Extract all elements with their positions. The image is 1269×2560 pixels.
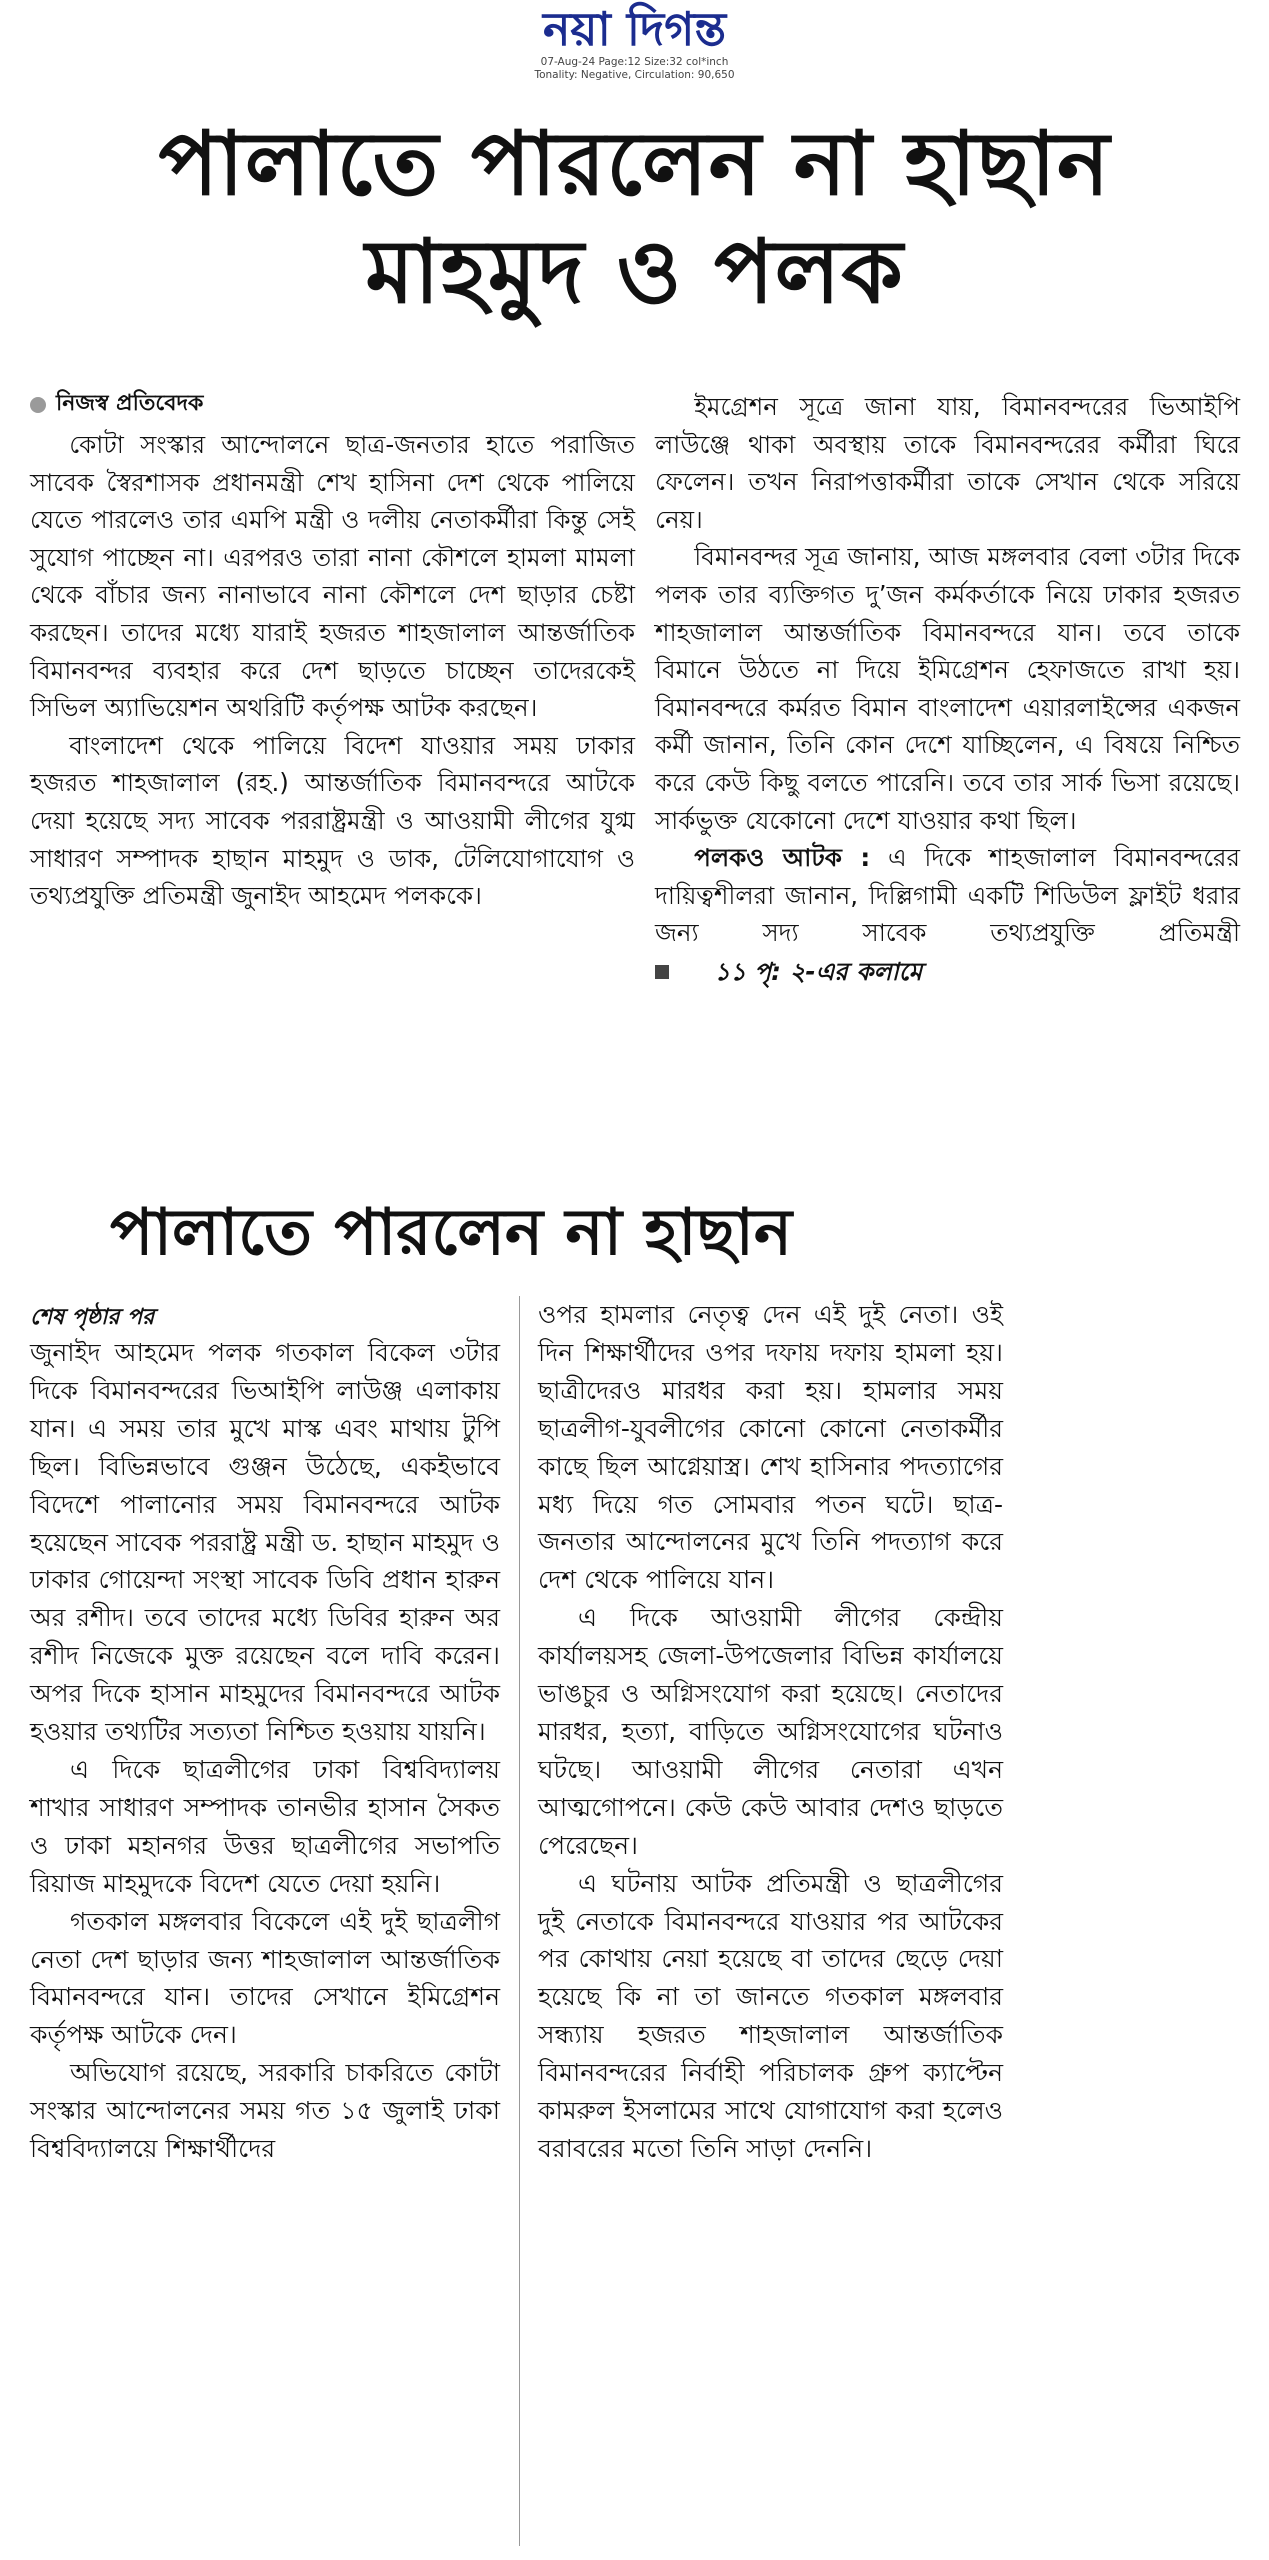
paragraph: বিমানবন্দর সূত্র জানায়, আজ মঙ্গলবার বেলা ৩টার দিকে পলক তার ব্যক্তিগত দু’জন কর্মকর্তাকে নিয়ে ঢাকার হজরত শাহজালাল আন্তর্জাতিক বিমানবন্দরে যান। তবে তাকে বিমানে উঠতে না দিয়ে ইমিগ্রেশন হেফাজতে রাখা হয়। বিমানবন্দরে কর্মরত বিমান বাংলাদেশ এয়ারলাইন্সের একজন কর্মী জানান, তিনি কোন দেশে যাচ্ছিলেন, এ বিষয়ে নিশ্চিত করে কেউ কিছু বলতে পারেনি। তবে তার সার্ক ভিসা রয়েছে। সার্কভুক্ত যেকোনো দেশে যাওয়ার কথা ছিল। <box>655 542 1240 835</box>
masthead <box>0 0 1269 82</box>
paragraph: এ দিকে ছাত্রলীগের ঢাকা বিশ্ববিদ্যালয় শাখার সাধারণ সম্পাদক তানভীর হাসান সৈকত ও ঢাকা মহানগর উত্তর ছাত্রলীগের সভাপতি রিয়াজ মাহমুদকে বিদেশ যেতে দেয়া হয়নি। <box>30 1754 500 1898</box>
paragraph: কোটা সংস্কার আন্দোলনে ছাত্র-জনতার হাতে পরাজিত সাবেক স্বৈরশাসক প্রধানমন্ত্রী শেখ হাসিনা দেশ থেকে পালিয়ে যেতে পারলেও তার এমপি মন্ত্রী ও দলীয় নেতাকর্মীরা কিন্তু সেই সুযোগ পাচ্ছেন না। এরপরও তারা নানা কৌশলে হামলা মামলা থেকে বাঁচার জন্য নানাভাবে নানা কৌশলে দেশ ছাড়ার চেষ্টা করছেন। তাদের মধ্যে যারাই হজরত শাহজালাল আন্তর্জাতিক বিমানবন্দর ব্যবহার করে দেশ ছাড়তে চাচ্ছেন তাদেরকেই সিভিল অ্যাভিয়েশন অথরিটি কর্তৃপক্ষ আটক করছেন। <box>30 430 635 723</box>
subhead-leadin: পলকও আটক : <box>694 843 871 873</box>
byline-text: নিজস্ব প্রতিবেদক <box>56 391 204 416</box>
continuation-marker <box>655 953 922 991</box>
paragraph <box>655 839 1240 991</box>
newspaper-logo <box>542 2 727 56</box>
column-separator <box>519 1296 520 2546</box>
article1-headline <box>20 110 1249 326</box>
headline-line-1: পালাতে পারলেন না হাছান <box>158 112 1111 215</box>
paragraph: অভিযোগ রয়েছে, সরকারি চাকরিতে কোটা সংস্কার আন্দোলনের সময় গত ১৫ জুলাই ঢাকা বিশ্ববিদ্যালয়ে শিক্ষার্থীদের <box>30 2058 501 2164</box>
jump-head: শেষ পৃষ্ঠার পর <box>30 1305 155 1330</box>
byline <box>30 386 203 423</box>
headline-line-2: মাহমুদ ও পলক <box>365 220 904 323</box>
paragraph: ওপর হামলার নেতৃত্ব দেন এই দুই নেতা। ওই দিন শিক্ষার্থীদের ওপর দফায় দফায় হামলা হয়। ছাত্রীদেরও মারধর করা হয়। হামলার সময় ছাত্রলীগ-যুবলীগের কোনো কোনো নেতাকর্মীর কাছে ছিল আগ্নেয়াস্ত্র। শেখ হাসিনার পদত্যাগের মধ্য দিয়ে গত সোমবার পতন ঘটে। ছাত্র-জনতার আন্দোলনের মুখে তিনি পদত্যাগ করে দেশ থেকে পালিয়ে যান। <box>538 1300 1003 1595</box>
paragraph: বাংলাদেশ থেকে পালিয়ে বিদেশ যাওয়ার সময় ঢাকার হজরত শাহজালাল (রহ.) আন্তর্জাতিক বিমানবন্দরে আটকে দেয়া হয়েছে সদ্য সাবেক পররাষ্ট্রমন্ত্রী ও আওয়ামী লীগের যুগ্ম সাধারণ সম্পাদক হাছান মাহমুদ ও ডাক, টেলিযোগাযোগ ও তথ্যপ্রযুক্তি প্রতিমন্ত্রী জুনাইদ আহমেদ পলককে। <box>30 730 635 911</box>
paragraph: এ ঘটনায় আটক প্রতিমন্ত্রী ও ছাত্রলীগের দুই নেতাকে বিমানবন্দরে যাওয়ার পর আটকের পর কোথায় নেয়া হয়েছে বা তাদের ছেড়ে দেয়া হয়েছে কি না তা জানতে গতকাল মঙ্গলবার সন্ধ্যায় হজরত শাহজালাল আন্তর্জাতিক বিমানবন্দরের নির্বাহী পরিচালক গ্রুপ ক্যাপ্টেন কামরুল ইসলামের সাথে যোগাযোগ করা হলেও বরাবরের মতো তিনি সাড়া দেননি। <box>538 1868 1003 2163</box>
continuation-text: ১১ পৃ: ২-এর কলামে <box>714 957 923 987</box>
meta-line-2: Tonality: Negative, Circulation: 90,650 <box>534 69 735 81</box>
logo-text: নয়া দিগন্ত <box>542 2 727 56</box>
meta-line-1: 07-Aug-24 Page:12 Size:32 col*inch <box>540 56 729 68</box>
article1-right-column <box>655 388 1240 991</box>
article2-right-column <box>538 1296 1003 2168</box>
bullet-icon <box>30 397 46 413</box>
paragraph-text: এ দিকে শাহজালাল বিমানবন্দরের দায়িত্বশীলরা জানান, দিল্লিগামী একটি শিডিউল ফ্লাইট ধরার জন্য সদ্য সাবেক তথ্যপ্রযুক্তি প্রতিমন্ত্রী <box>655 843 1241 948</box>
paragraph: জুনাইদ আহমেদ পলক গতকাল বিকেল ৩টার দিকে বিমানবন্দরের ভিআইপি লাউঞ্জ এলাকায় যান। এ সময় তার মুখে মাস্ক এবং মাথায় টুপি ছিল। বিভিন্নভাবে গুঞ্জন উঠেছে, একইভাবে বিদেশে পালানোর সময় বিমানবন্দরে আটক হয়েছেন সাবেক পররাষ্ট্র মন্ত্রী ড. হাছান মাহমুদ ও ঢাকার গোয়েন্দা সংস্থা সাবেক ডিবি প্রধান হারুন অর রশীদ। তবে তাদের মধ্যে ডিবির হারুন অর রশীদ নিজেকে মুক্ত রয়েছেন বলে দাবি করেন। অপর দিকে হাসান মাহমুদের বিমানবন্দরে আটক হওয়ার তথ্যটির সত্যতা নিশ্চিত হওয়ায় যায়নি। <box>30 1338 500 1747</box>
article2-headline: পালাতে পারলেন না হাছান <box>110 1196 793 1270</box>
paragraph: ইমগ্রেশন সূত্রে জানা যায়, বিমানবন্দরের ভিআইপি লাউঞ্জে থাকা অবস্থায় তাকে বিমানবন্দরের কর্মীরা ঘিরে ফেলেন। তখন নিরাপত্তাকর্মীরা তাকে সেখান থেকে সরিয়ে নেয়। <box>655 392 1240 534</box>
article2-left-column <box>30 1334 500 2168</box>
square-icon <box>655 965 669 979</box>
clipping-meta <box>0 56 1269 82</box>
paragraph: গতকাল মঙ্গলবার বিকেলে এই দুই ছাত্রলীগ নেতা দেশ ছাড়ার জন্য শাহজালাল আন্তর্জাতিক বিমানবন্দরে যান। তাদের সেখানে ইমিগ্রেশন কর্তৃপক্ষ আটকে দেন। <box>30 1906 500 2050</box>
paragraph: এ দিকে আওয়ামী লীগের কেন্দ্রীয় কার্যালয়সহ জেলা-উপজেলার বিভিন্ন কার্যালয়ে ভাঙচুর ও অগ্নিসংযোগ করা হয়েছে। নেতাদের মারধর, হত্যা, বাড়িতে অগ্নিসংযোগের ঘটনাও ঘটছে। আওয়ামী লীগের নেতারা এখন আত্মগোপনে। কেউ কেউ আবার দেশও ছাড়তে পেরেছেন। <box>538 1603 1003 1860</box>
article1-left-column <box>30 426 635 915</box>
